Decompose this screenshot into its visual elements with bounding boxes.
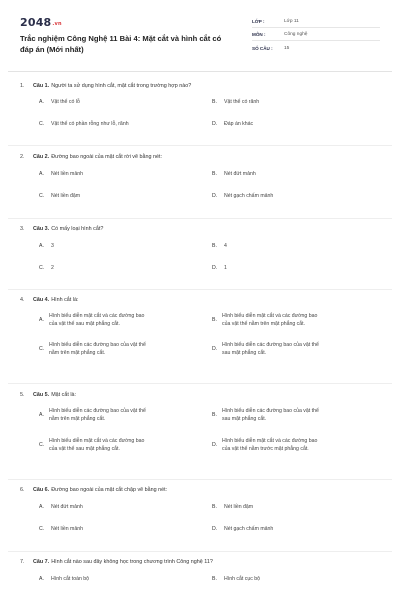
option-text: Nét gạch chấm mảnh [224, 193, 274, 199]
option-letter: B. [212, 576, 217, 582]
option-letter: B. [212, 171, 217, 177]
question-text: Hình cắt là: [51, 297, 79, 303]
option-text: Hình cắt cục bộ [224, 576, 261, 582]
option-c[interactable] [39, 193, 80, 201]
site-logo[interactable] [20, 16, 62, 29]
question-stem [20, 558, 384, 566]
option-letter: A. [39, 316, 44, 323]
option-text: Hình biểu diễn các đường bao của vật thể sau mặt phẳng cắt. [222, 342, 319, 356]
question-divider [8, 479, 392, 480]
question-6 [20, 486, 384, 532]
info-row-class [252, 16, 380, 28]
option-c[interactable] [39, 526, 83, 534]
option-text: Nét đứt mảnh [224, 171, 256, 177]
option-letter: D. [212, 193, 218, 199]
question-2 [20, 153, 384, 199]
option-text: Hình biểu diễn mặt cắt và các đường bao của vật thể nằm trước mặt phẳng cắt. [222, 438, 318, 452]
option-letter: B. [212, 316, 217, 323]
question-stem [20, 225, 384, 233]
option-text: Hình biểu diễn mặt cắt và các đường bao của vật thể nằm trên mặt phẳng cắt. [222, 313, 318, 327]
option-b[interactable] [212, 576, 260, 584]
option-letter: A. [39, 171, 44, 177]
question-text: Mặt cắt là: [51, 392, 77, 398]
option-text: Vật thể có phần rỗng như lỗ, rãnh [51, 121, 129, 127]
option-text: Hình cắt toàn bộ [51, 576, 90, 582]
info-value: Công nghệ [284, 32, 308, 37]
option-d[interactable] [212, 342, 319, 357]
option-text: 4 [224, 243, 227, 249]
option-b[interactable] [212, 99, 259, 107]
option-letter: A. [39, 243, 44, 249]
info-value: 15 [284, 45, 290, 51]
question-number: 1. [20, 83, 25, 89]
question-divider [8, 383, 392, 384]
question-text: Người ta sử dụng hình cắt, mặt cắt trong trường hợp nào? [51, 83, 192, 89]
document-title: Trắc nghiệm Công Nghệ 11 Bài 4: Mặt cắt và hình cắt có đáp án (Mới nhất) [20, 34, 222, 54]
option-d[interactable] [212, 526, 273, 534]
option-letter: D. [212, 526, 218, 532]
option-text: Hình biểu diễn các đường bao của vật thể nằm trên mặt phẳng cắt. [49, 342, 146, 356]
question-label: Câu 2. [33, 154, 50, 160]
option-text: 3 [51, 243, 54, 249]
question-label: Câu 3. [33, 226, 50, 232]
option-text: Nét liền đậm [224, 504, 254, 510]
question-number: 5. [20, 392, 25, 398]
option-b[interactable] [212, 408, 319, 423]
question-divider [8, 551, 392, 552]
question-number: 7. [20, 559, 25, 565]
question-divider [8, 145, 392, 146]
question-number: 6. [20, 487, 25, 493]
option-text: Hình biểu diễn các đường bao của vật thể nằm trên mặt phẳng cắt. [49, 408, 146, 422]
option-a[interactable] [39, 171, 83, 179]
option-letter: C. [39, 345, 45, 352]
info-row-count [252, 42, 380, 54]
option-text: Hình biểu diễn mặt cắt và các đường bao của vật thể sau mặt phẳng cắt. [49, 313, 145, 327]
option-text: Vật thể có lỗ [51, 99, 80, 105]
option-letter: A. [39, 411, 44, 418]
option-c[interactable] [39, 438, 144, 453]
question-number: 4. [20, 297, 25, 303]
option-letter: D. [212, 345, 218, 352]
question-stem [20, 486, 384, 494]
option-b[interactable] [212, 504, 253, 512]
question-5 [20, 391, 384, 452]
question-stem [20, 391, 384, 399]
info-row-subject [252, 29, 380, 41]
option-text: Nét liền mảnh [51, 171, 84, 177]
option-letter: C. [39, 121, 45, 127]
question-text: Đường bao ngoài của mặt cắt chập vẽ bằng nét: [51, 487, 168, 493]
question-divider [8, 218, 392, 219]
info-key: LỚP : [252, 19, 265, 24]
option-d[interactable] [212, 265, 227, 273]
question-label: Câu 7. [33, 559, 50, 565]
info-key: MÔN : [252, 32, 266, 37]
option-letter: D. [212, 265, 218, 271]
option-text: Nét gạch chấm mảnh [224, 526, 274, 532]
logo-suffix: .vn [52, 21, 62, 27]
option-b[interactable] [212, 313, 317, 328]
header-divider [8, 71, 392, 72]
question-label: Câu 6. [33, 487, 50, 493]
option-a[interactable] [39, 576, 89, 584]
option-letter: A. [39, 99, 44, 105]
option-letter: A. [39, 576, 44, 582]
question-number: 2. [20, 154, 25, 160]
option-letter: A. [39, 504, 44, 510]
option-a[interactable] [39, 504, 83, 512]
question-text: Hình cắt nào sau đây không học trong chương trình Công nghệ 11? [51, 559, 213, 565]
question-7 [20, 558, 384, 582]
question-3 [20, 225, 384, 271]
option-c[interactable] [39, 121, 129, 129]
option-b[interactable] [212, 171, 256, 179]
question-1 [20, 82, 384, 127]
question-stem [20, 82, 384, 90]
option-a[interactable] [39, 243, 54, 251]
option-b[interactable] [212, 243, 227, 251]
option-letter: C. [39, 193, 45, 199]
option-text: Đáp án khác [224, 121, 254, 127]
info-value: Lớp 11 [284, 19, 299, 24]
option-letter: B. [212, 504, 217, 510]
option-letter: D. [212, 441, 218, 448]
option-letter: D. [212, 121, 218, 127]
option-letter: B. [212, 411, 217, 418]
option-text: Nét liền mảnh [51, 526, 84, 532]
option-text: Hình biểu diễn các đường bao của vật thể sau mặt phẳng cắt. [222, 408, 319, 422]
question-4 [20, 296, 384, 356]
question-divider [8, 289, 392, 290]
option-d[interactable] [212, 438, 317, 453]
info-key: SỐ CÂU : [252, 45, 273, 51]
option-text: 1 [224, 265, 227, 271]
option-letter: B. [212, 243, 217, 249]
question-label: Câu 5. [33, 392, 50, 398]
option-d[interactable] [212, 121, 253, 129]
option-text: Nét đứt mảnh [51, 504, 83, 510]
option-a[interactable] [39, 313, 144, 328]
option-a[interactable] [39, 99, 80, 107]
option-c[interactable] [39, 265, 54, 273]
option-a[interactable] [39, 408, 146, 423]
option-d[interactable] [212, 193, 273, 201]
question-stem [20, 296, 384, 304]
question-number: 3. [20, 226, 25, 232]
option-c[interactable] [39, 342, 146, 357]
question-text: Đường bao ngoài của mặt cắt rời vẽ bằng nét: [51, 154, 162, 160]
logo-main: 2048 [20, 16, 52, 29]
question-label: Câu 4. [33, 297, 50, 303]
option-text: 2 [51, 265, 54, 271]
option-letter: C. [39, 441, 45, 448]
info-box [252, 16, 380, 55]
option-letter: C. [39, 265, 45, 271]
option-letter: B. [212, 99, 217, 105]
option-text: Hình biểu diễn mặt cắt và các đường bao của vật thể sau mặt phẳng cắt. [49, 438, 145, 452]
question-stem [20, 153, 384, 161]
question-label: Câu 1. [33, 83, 50, 89]
option-text: Nét liền đậm [51, 193, 81, 199]
option-text: Vật thể có rãnh [224, 99, 260, 105]
question-text: Có mấy loại hình cắt? [51, 226, 104, 232]
option-letter: C. [39, 526, 45, 532]
